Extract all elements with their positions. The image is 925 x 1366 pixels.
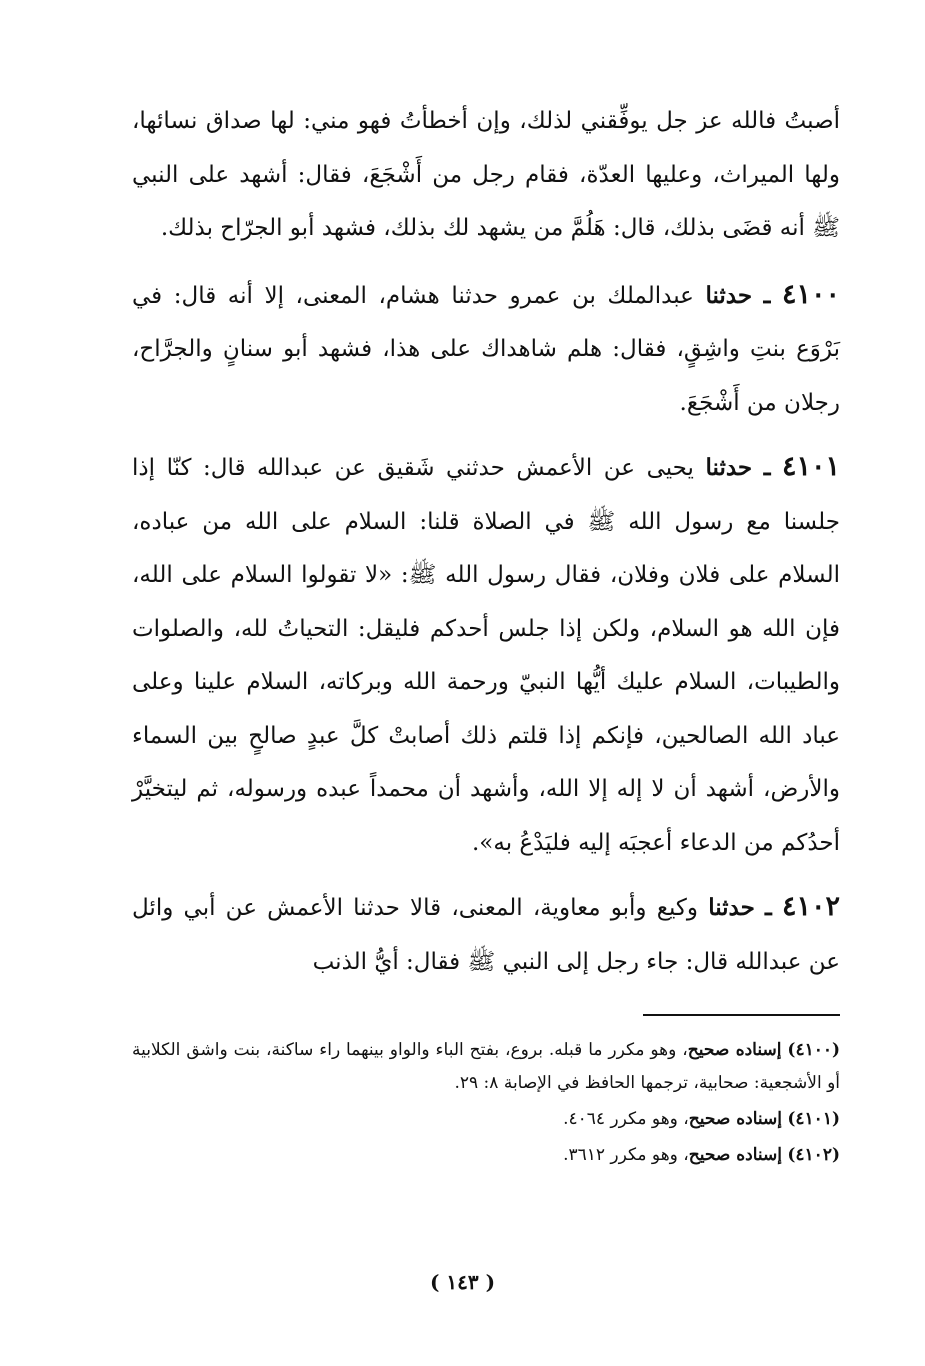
haddathana-word: حدثنا [708, 894, 755, 921]
haddathana-word: حدثنا [705, 454, 753, 481]
hadith-dash: ـ [763, 454, 771, 481]
hadith-text: عبدالملك بن عمرو حدثنا هشام، المعنى، إلا أنه قال: في بَرْوَع بنتِ واشِقٍ، فقال: هلم شاهداك على هذا، فشهد أبو سنانٍ والجرَّاح، رجلان من أَشْجَعَ. [132, 282, 840, 416]
footnote-ref: (٤١٠٠) [787, 1040, 841, 1060]
hadith-number: ٤١٠٢ [781, 891, 840, 922]
haddathana-word: حدثنا [705, 281, 753, 309]
continuation-text: أصبتُ فالله عز جل يوفِّقني لذلك، وإن أخطأتُ فهو مني: لها صداق نسائها، ولها الميراث، وعليها العدّة، فقام رجل من أَشْجَعَ، فقال: أشهد على النبي ﷺ أنه قضَى بذلك، قال: هَلُمَّ من يشهد لك بذلك، فشهد أبو الجرّاح بذلك. [132, 108, 840, 241]
footnote-ref: (٤١٠٢) [787, 1145, 840, 1165]
hadith-number: ٤١٠٠ [782, 278, 841, 310]
footnote-grade: إسناده صحيح [688, 1145, 782, 1165]
footnotes-block [132, 1034, 840, 1175]
hadith-dash: ـ [763, 281, 771, 309]
hadith-paragraph-4101 [132, 440, 840, 870]
main-text-block [132, 95, 840, 999]
continuation-paragraph [132, 95, 840, 256]
footnote-4100 [132, 1034, 840, 1100]
hadith-paragraph-4100 [132, 268, 840, 431]
footnote-text: ، وهو مكرر ما قبله. بروع، بفتح الباء والواو بينهما راء ساكنة، بنت واشق الكلابية أو الأشجعية: صحابية، ترجمها الحافظ في الإصابة ٨: ٢٩. [132, 1040, 840, 1093]
footnote-text: ، وهو مكرر ٤٠٦٤. [563, 1109, 689, 1129]
footnote-grade: إسناده صحيح [688, 1109, 782, 1129]
footnote-4102 [132, 1139, 840, 1172]
footnote-text: ، وهو مكرر ٣٦١٢. [563, 1145, 689, 1165]
hadith-dash: ـ [765, 894, 772, 921]
page-number: ( ١٤٣ ) [429, 1270, 496, 1294]
footnote-grade: إسناده صحيح [687, 1040, 782, 1060]
hadith-number: ٤١٠١ [782, 451, 841, 482]
footnote-ref: (٤١٠١) [787, 1109, 840, 1129]
footnote-separator [643, 1014, 840, 1016]
hadith-text: يحيى عن الأعمش حدثني شَقيق عن عبدالله قال: كنّا إذا جلسنا مع رسول الله ﷺ في الصلاة قلنا: السلام على الله من عباده، السلام على فلان وفلان، فقال رسول الله ﷺ: «لا تقولوا السلام على الله، فإن الله هو السلام، ولكن إذا جلس أحدكم فليقل: التحياتُ لله، والصلوات والطيبات، السلام عليك أيُّها النبيّ ورحمة الله وبركاته، السلام علينا وعلى عباد الله الصالحين، فإنكم إذا قلتم ذلك أصابتْ كلَّ عبدٍ صالحٍ بين السماء والأرض، أشهد أن لا إله إلا الله، وأشهد أن محمداً عبده ورسوله، ثم ليتخيَّرْ أحدُكم من الدعاء أعجبَه إليه فليَدْعُ به». [132, 455, 840, 856]
hadith-paragraph-4102 [132, 880, 840, 989]
hadith-text: وكيع وأبو معاوية، المعنى، قالا حدثنا الأعمش عن أبي وائل عن عبدالله قال: جاء رجل إلى النبي ﷺ فقال: أيُّ الذنب [132, 895, 840, 975]
footnote-4101 [132, 1103, 840, 1136]
